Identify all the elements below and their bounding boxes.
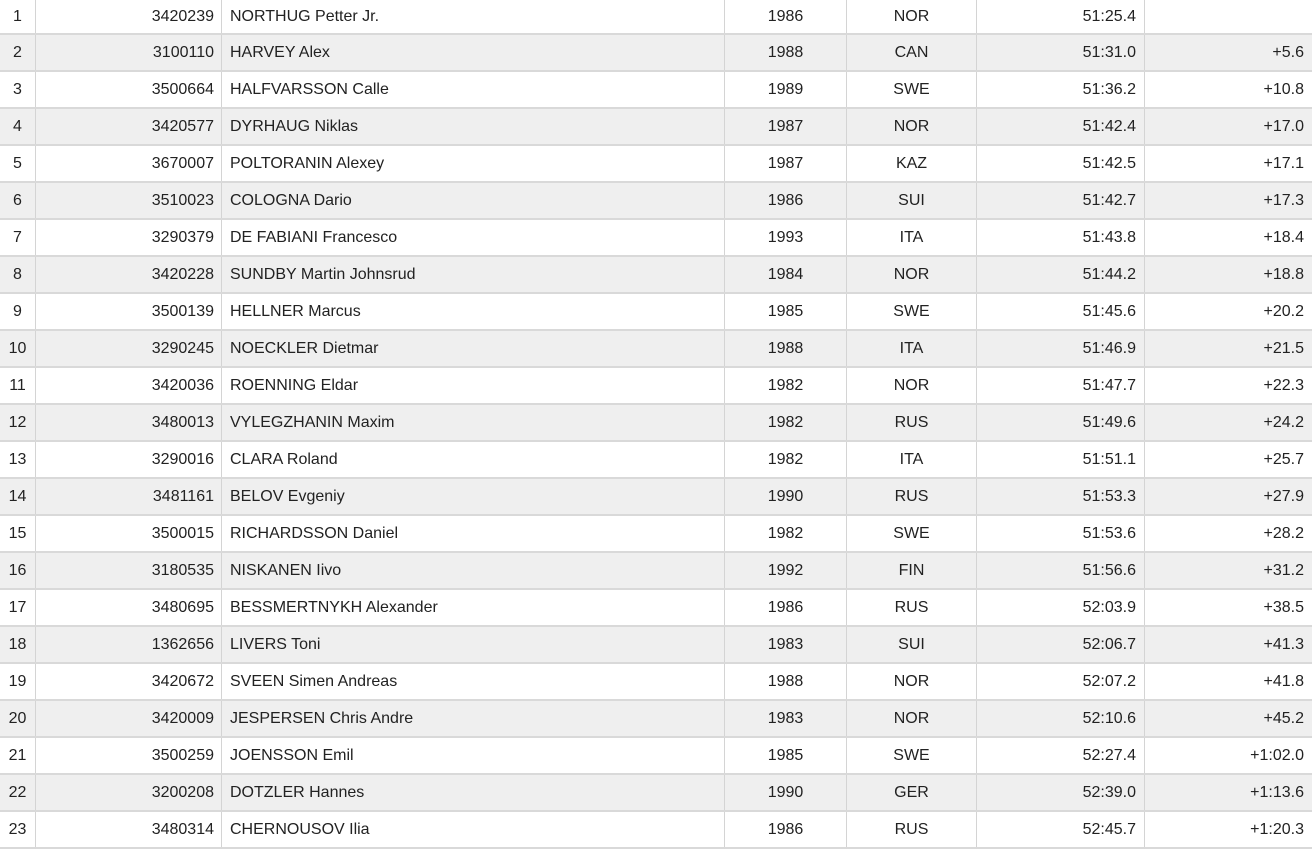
time-cell: 51:25.4 — [977, 0, 1145, 34]
time-cell: 52:39.0 — [977, 774, 1145, 811]
time-behind-cell: +18.8 — [1145, 256, 1312, 293]
rank-cell: 12 — [0, 404, 36, 441]
time-behind-cell: +20.2 — [1145, 293, 1312, 330]
nation-cell: NOR — [847, 700, 977, 737]
table-row — [0, 737, 1312, 774]
time-cell: 51:49.6 — [977, 404, 1145, 441]
birth-year-cell: 1983 — [725, 700, 847, 737]
time-behind-cell: +28.2 — [1145, 515, 1312, 552]
rank-cell: 9 — [0, 293, 36, 330]
nation-cell: GER — [847, 774, 977, 811]
athlete-name-cell: SVEEN Simen Andreas — [222, 663, 725, 700]
rank-cell: 3 — [0, 71, 36, 108]
nation-cell: NOR — [847, 256, 977, 293]
athlete-name-cell: SUNDBY Martin Johnsrud — [222, 256, 725, 293]
time-cell: 52:27.4 — [977, 737, 1145, 774]
time-behind-cell: +10.8 — [1145, 71, 1312, 108]
nation-cell: ITA — [847, 441, 977, 478]
athlete-name-cell: JESPERSEN Chris Andre — [222, 700, 725, 737]
table-row — [0, 330, 1312, 367]
time-cell: 52:07.2 — [977, 663, 1145, 700]
nation-cell: RUS — [847, 589, 977, 626]
time-cell: 51:51.1 — [977, 441, 1145, 478]
time-behind-cell: +41.8 — [1145, 663, 1312, 700]
birth-year-cell: 1986 — [725, 182, 847, 219]
table-row — [0, 626, 1312, 663]
athlete-name-cell: COLOGNA Dario — [222, 182, 725, 219]
time-behind-cell: +21.5 — [1145, 330, 1312, 367]
birth-year-cell: 1984 — [725, 256, 847, 293]
nation-cell: SWE — [847, 293, 977, 330]
birth-year-cell: 1989 — [725, 71, 847, 108]
time-cell: 51:53.3 — [977, 478, 1145, 515]
rank-cell: 19 — [0, 663, 36, 700]
time-cell: 52:06.7 — [977, 626, 1145, 663]
rank-cell: 16 — [0, 552, 36, 589]
nation-cell: NOR — [847, 108, 977, 145]
rank-cell: 15 — [0, 515, 36, 552]
table-row — [0, 663, 1312, 700]
time-behind-cell: +5.6 — [1145, 34, 1312, 71]
birth-year-cell: 1988 — [725, 663, 847, 700]
table-row — [0, 0, 1312, 34]
fis-code-cell: 3420036 — [36, 367, 222, 404]
nation-cell: ITA — [847, 330, 977, 367]
time-behind-cell: +38.5 — [1145, 589, 1312, 626]
time-behind-cell: +25.7 — [1145, 441, 1312, 478]
fis-code-cell: 3100110 — [36, 34, 222, 71]
table-row — [0, 589, 1312, 626]
birth-year-cell: 1987 — [725, 108, 847, 145]
rank-cell: 14 — [0, 478, 36, 515]
athlete-name-cell: HARVEY Alex — [222, 34, 725, 71]
table-row — [0, 108, 1312, 145]
time-cell: 51:42.5 — [977, 145, 1145, 182]
birth-year-cell: 1990 — [725, 774, 847, 811]
athlete-name-cell: HELLNER Marcus — [222, 293, 725, 330]
athlete-name-cell: DYRHAUG Niklas — [222, 108, 725, 145]
time-cell: 51:46.9 — [977, 330, 1145, 367]
table-row — [0, 552, 1312, 589]
table-row — [0, 367, 1312, 404]
time-cell: 52:45.7 — [977, 811, 1145, 848]
nation-cell: RUS — [847, 811, 977, 848]
time-cell: 51:56.6 — [977, 552, 1145, 589]
table-row — [0, 219, 1312, 256]
nation-cell: ITA — [847, 219, 977, 256]
table-row — [0, 811, 1312, 848]
fis-code-cell: 3480314 — [36, 811, 222, 848]
nation-cell: NOR — [847, 0, 977, 34]
rank-cell: 23 — [0, 811, 36, 848]
athlete-name-cell: POLTORANIN Alexey — [222, 145, 725, 182]
nation-cell: RUS — [847, 404, 977, 441]
fis-code-cell: 3420577 — [36, 108, 222, 145]
nation-cell: NOR — [847, 367, 977, 404]
table-row — [0, 34, 1312, 71]
fis-code-cell: 3480013 — [36, 404, 222, 441]
fis-code-cell: 3200208 — [36, 774, 222, 811]
nation-cell: SWE — [847, 71, 977, 108]
nation-cell: RUS — [847, 478, 977, 515]
table-row — [0, 145, 1312, 182]
time-cell: 52:03.9 — [977, 589, 1145, 626]
athlete-name-cell: DOTZLER Hannes — [222, 774, 725, 811]
fis-code-cell: 3420672 — [36, 663, 222, 700]
fis-code-cell: 3180535 — [36, 552, 222, 589]
birth-year-cell: 1990 — [725, 478, 847, 515]
fis-code-cell: 3420239 — [36, 0, 222, 34]
athlete-name-cell: RICHARDSSON Daniel — [222, 515, 725, 552]
birth-year-cell: 1982 — [725, 441, 847, 478]
rank-cell: 11 — [0, 367, 36, 404]
fis-code-cell: 3480695 — [36, 589, 222, 626]
table-row — [0, 441, 1312, 478]
athlete-name-cell: ROENNING Eldar — [222, 367, 725, 404]
fis-code-cell: 1362656 — [36, 626, 222, 663]
athlete-name-cell: NISKANEN Iivo — [222, 552, 725, 589]
table-row — [0, 293, 1312, 330]
nation-cell: SWE — [847, 737, 977, 774]
birth-year-cell: 1993 — [725, 219, 847, 256]
athlete-name-cell: CLARA Roland — [222, 441, 725, 478]
athlete-name-cell: JOENSSON Emil — [222, 737, 725, 774]
nation-cell: KAZ — [847, 145, 977, 182]
time-cell: 51:42.7 — [977, 182, 1145, 219]
birth-year-cell: 1983 — [725, 626, 847, 663]
birth-year-cell: 1985 — [725, 737, 847, 774]
time-behind-cell: +1:20.3 — [1145, 811, 1312, 848]
birth-year-cell: 1992 — [725, 552, 847, 589]
rank-cell: 1 — [0, 0, 36, 34]
fis-code-cell: 3500015 — [36, 515, 222, 552]
birth-year-cell: 1986 — [725, 0, 847, 34]
time-cell: 51:47.7 — [977, 367, 1145, 404]
nation-cell: SUI — [847, 626, 977, 663]
rank-cell: 18 — [0, 626, 36, 663]
table-row — [0, 478, 1312, 515]
fis-code-cell: 3500259 — [36, 737, 222, 774]
birth-year-cell: 1986 — [725, 589, 847, 626]
rank-cell: 4 — [0, 108, 36, 145]
time-behind-cell: +18.4 — [1145, 219, 1312, 256]
fis-code-cell: 3500664 — [36, 71, 222, 108]
rank-cell: 6 — [0, 182, 36, 219]
nation-cell: CAN — [847, 34, 977, 71]
athlete-name-cell: NOECKLER Dietmar — [222, 330, 725, 367]
rank-cell: 5 — [0, 145, 36, 182]
time-behind-cell: +41.3 — [1145, 626, 1312, 663]
time-cell: 51:44.2 — [977, 256, 1145, 293]
fis-code-cell: 3500139 — [36, 293, 222, 330]
time-behind-cell: +17.0 — [1145, 108, 1312, 145]
rank-cell: 17 — [0, 589, 36, 626]
rank-cell: 8 — [0, 256, 36, 293]
table-row — [0, 515, 1312, 552]
rank-cell: 20 — [0, 700, 36, 737]
athlete-name-cell: CHERNOUSOV Ilia — [222, 811, 725, 848]
time-cell: 51:45.6 — [977, 293, 1145, 330]
birth-year-cell: 1982 — [725, 367, 847, 404]
table-row — [0, 404, 1312, 441]
nation-cell: FIN — [847, 552, 977, 589]
birth-year-cell: 1986 — [725, 811, 847, 848]
time-behind-cell: +27.9 — [1145, 478, 1312, 515]
fis-code-cell: 3510023 — [36, 182, 222, 219]
birth-year-cell: 1988 — [725, 330, 847, 367]
athlete-name-cell: DE FABIANI Francesco — [222, 219, 725, 256]
fis-code-cell: 3670007 — [36, 145, 222, 182]
time-behind-cell: +1:13.6 — [1145, 774, 1312, 811]
time-cell: 51:42.4 — [977, 108, 1145, 145]
time-behind-cell: +24.2 — [1145, 404, 1312, 441]
athlete-name-cell: LIVERS Toni — [222, 626, 725, 663]
table-row — [0, 700, 1312, 737]
nation-cell: SWE — [847, 515, 977, 552]
table-row — [0, 774, 1312, 811]
time-cell: 51:31.0 — [977, 34, 1145, 71]
table-row — [0, 71, 1312, 108]
time-behind-cell — [1145, 0, 1312, 34]
birth-year-cell: 1988 — [725, 34, 847, 71]
birth-year-cell: 1987 — [725, 145, 847, 182]
fis-code-cell: 3290245 — [36, 330, 222, 367]
fis-code-cell: 3420228 — [36, 256, 222, 293]
athlete-name-cell: HALFVARSSON Calle — [222, 71, 725, 108]
athlete-name-cell: NORTHUG Petter Jr. — [222, 0, 725, 34]
nation-cell: NOR — [847, 663, 977, 700]
fis-code-cell: 3420009 — [36, 700, 222, 737]
fis-code-cell: 3481161 — [36, 478, 222, 515]
time-behind-cell: +17.1 — [1145, 145, 1312, 182]
fis-code-cell: 3290016 — [36, 441, 222, 478]
rank-cell: 2 — [0, 34, 36, 71]
time-cell: 51:36.2 — [977, 71, 1145, 108]
birth-year-cell: 1982 — [725, 515, 847, 552]
time-behind-cell: +22.3 — [1145, 367, 1312, 404]
rank-cell: 22 — [0, 774, 36, 811]
athlete-name-cell: VYLEGZHANIN Maxim — [222, 404, 725, 441]
rank-cell: 21 — [0, 737, 36, 774]
rank-cell: 10 — [0, 330, 36, 367]
time-behind-cell: +31.2 — [1145, 552, 1312, 589]
rank-cell: 13 — [0, 441, 36, 478]
fis-code-cell: 3290379 — [36, 219, 222, 256]
birth-year-cell: 1982 — [725, 404, 847, 441]
time-behind-cell: +17.3 — [1145, 182, 1312, 219]
time-cell: 52:10.6 — [977, 700, 1145, 737]
table-row — [0, 182, 1312, 219]
time-behind-cell: +1:02.0 — [1145, 737, 1312, 774]
time-cell: 51:53.6 — [977, 515, 1145, 552]
time-behind-cell: +45.2 — [1145, 700, 1312, 737]
rank-cell: 7 — [0, 219, 36, 256]
athlete-name-cell: BELOV Evgeniy — [222, 478, 725, 515]
athlete-name-cell: BESSMERTNYKH Alexander — [222, 589, 725, 626]
birth-year-cell: 1985 — [725, 293, 847, 330]
nation-cell: SUI — [847, 182, 977, 219]
time-cell: 51:43.8 — [977, 219, 1145, 256]
table-row — [0, 256, 1312, 293]
